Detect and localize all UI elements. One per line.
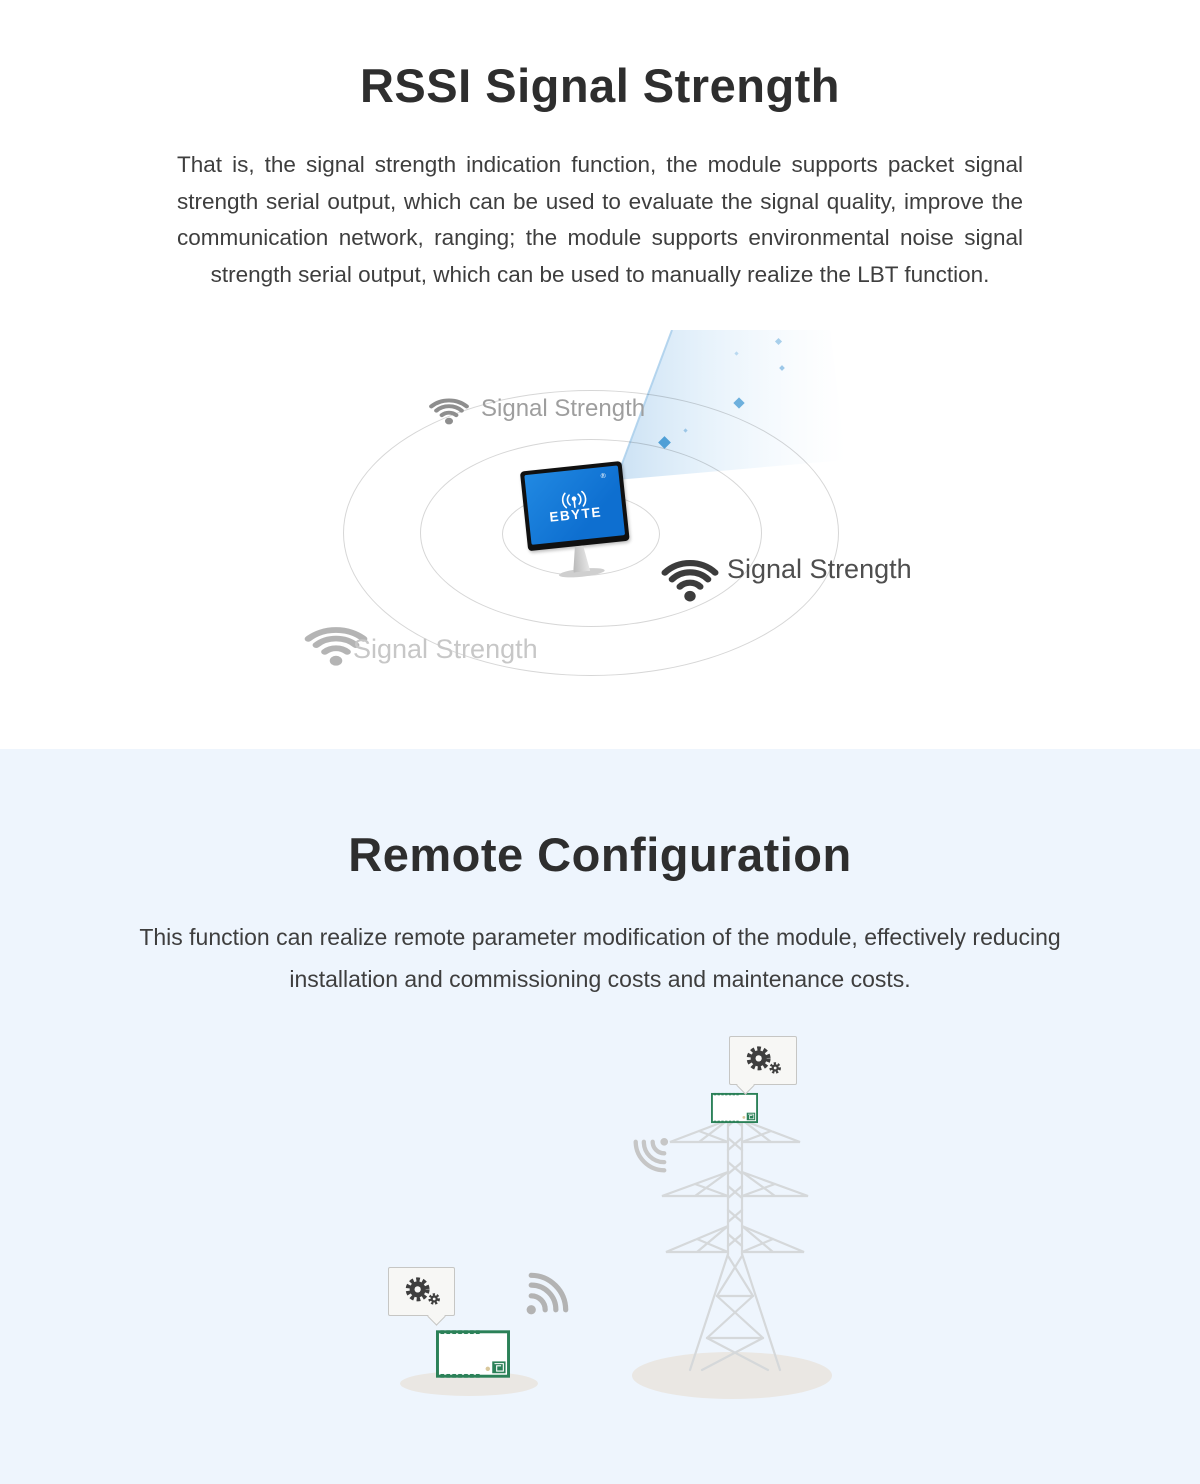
gears-icon [394, 1272, 450, 1312]
wifi-icon [505, 1254, 587, 1336]
registered-mark: ® [600, 472, 607, 481]
ebyte-brand-text: EBYTE [548, 503, 603, 525]
remote-config-illustration [0, 749, 1200, 1484]
remote-config-section [0, 749, 1200, 1484]
signal-strength-label: Signal Strength [481, 395, 646, 422]
rssi-title: RSSI Signal Strength [359, 59, 841, 112]
signal-strength-label: Signal Strength [353, 634, 538, 664]
remote-config-description: This function can realize remote parameter modification of the module, effectively reducing installation and commissioning costs and maintenance costs. [139, 924, 1061, 992]
wifi-icon [660, 548, 720, 604]
rf-module [436, 1330, 510, 1378]
config-bubble [729, 1036, 797, 1085]
signal-strength-label: Signal Strength [727, 554, 912, 584]
monitor-screen [520, 461, 630, 551]
config-bubble [388, 1267, 455, 1316]
remote-config-title: Remote Configuration [348, 828, 852, 881]
rssi-description: That is, the signal strength indication function, the module supports packet signal strength serial output, which can be used to evaluate the signal quality, improve the communication network, ranging; the module supports environmental noise signal strength serial output, which can be used to manually realize the LBT function. [177, 152, 1023, 287]
rf-module [711, 1092, 758, 1124]
gears-icon [735, 1041, 791, 1081]
ebyte-monitor [520, 461, 634, 593]
monitor-stand [571, 545, 591, 573]
wifi-icon [428, 391, 470, 426]
